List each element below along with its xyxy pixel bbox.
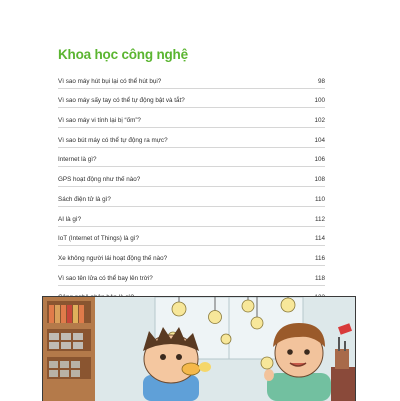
toc-question: Vì sao máy sấy tay có thể tự động bật và tắt? <box>58 97 185 105</box>
toc-question: Vì sao bút máy có thể tự động ra mực? <box>58 136 168 144</box>
toc-question: Xe không người lái hoạt động thế nào? <box>58 254 168 262</box>
toc-page-number: 112 <box>314 215 325 223</box>
toc-page-number: 118 <box>314 274 325 282</box>
toc-entry[interactable] <box>58 266 325 286</box>
toc-page-number: 106 <box>314 156 325 164</box>
toc-entry[interactable] <box>58 69 325 89</box>
toc-question: AI là gì? <box>58 215 82 223</box>
section-title: Khoa học công nghệ <box>58 47 188 62</box>
toc-question: Vì sao máy vi tính lại bị “ốm”? <box>58 117 141 125</box>
bookshelf-icon <box>43 297 95 401</box>
toc-question: Sách điện tử là gì? <box>58 195 111 203</box>
toc-page-number: 104 <box>314 136 325 144</box>
toc-entry[interactable] <box>58 187 325 207</box>
toc-question: Internet là gì? <box>58 156 97 164</box>
cartoon-illustration <box>42 296 356 401</box>
toc-page-number: 98 <box>317 77 325 85</box>
toc-entry[interactable] <box>58 128 325 148</box>
toc-question: GPS hoạt động như thế nào? <box>58 176 141 184</box>
toc-question: Vì sao máy hút bụi lại có thể hút bụi? <box>58 77 162 85</box>
toc-page-number: 110 <box>314 195 325 203</box>
toc-page-number: 116 <box>314 254 325 262</box>
toc-page-number: 102 <box>314 117 325 125</box>
toc-entry[interactable] <box>58 89 325 109</box>
toc-entry[interactable] <box>58 207 325 227</box>
toc-entry[interactable] <box>58 227 325 247</box>
toc-page-number: 100 <box>314 97 325 105</box>
toc-entry[interactable] <box>58 167 325 187</box>
toc-question: Vì sao tên lửa có thể bay lên trời? <box>58 274 153 282</box>
toc-entry[interactable] <box>58 246 325 266</box>
toc-entry[interactable] <box>58 148 325 168</box>
illustration-svg <box>43 297 355 401</box>
toc-entry[interactable] <box>58 108 325 128</box>
toc-page-number: 114 <box>314 235 325 243</box>
toc-page-number: 108 <box>314 176 325 184</box>
toc-question: IoT (Internet of Things) là gì? <box>58 235 139 243</box>
